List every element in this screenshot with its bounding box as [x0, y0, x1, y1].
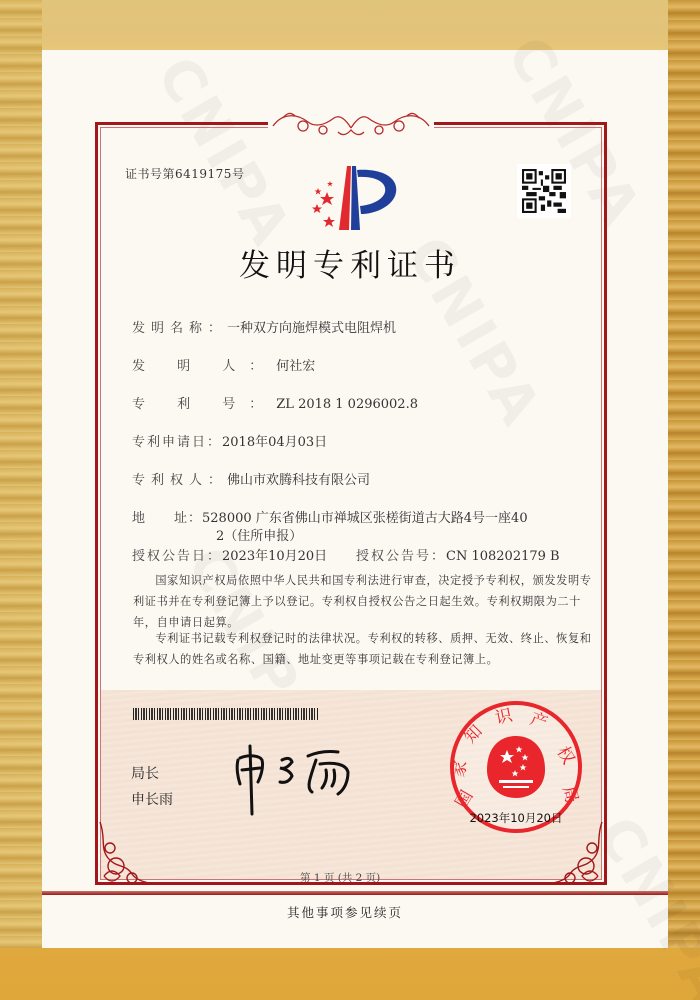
qr-code[interactable] — [517, 164, 571, 218]
field-value: ZL 2018 1 0296002.8 — [276, 397, 418, 412]
field-label: 专利申请日： — [132, 435, 223, 450]
field-application-date — [132, 431, 327, 450]
gold-border-bottom — [0, 948, 700, 1000]
field-address — [132, 507, 528, 526]
field-patent-number — [132, 393, 418, 412]
field-address-line2 — [216, 525, 302, 544]
svg-text:产: 产 — [527, 708, 551, 734]
svg-text:识: 识 — [493, 705, 515, 729]
svg-text:局: 局 — [557, 783, 582, 806]
signatory-role: 局长 — [131, 766, 159, 782]
field-label: 专利权人： — [132, 473, 228, 488]
field-grant-date — [132, 545, 327, 564]
field-value: 2018年04月03日 — [222, 435, 328, 450]
field-label: 发明名称： — [132, 321, 228, 336]
signatory-name: 申长雨 — [131, 792, 173, 808]
corner-ornament-icon — [96, 818, 166, 888]
legal-paragraph-1: 国家知识产权局依照中华人民共和国专利法进行审查，决定授予专利权，颁发发明专利证书并在专利登记簿上予以登记。专利权自授权公告之日起生效。专利权期限为二十年，自申请日起算。 — [133, 574, 592, 629]
seal-date: 2023年10月20日 — [469, 811, 563, 825]
barcode — [133, 708, 318, 720]
field-value: 2023年10月20日 — [222, 549, 328, 564]
field-value: 一种双方向施焊模式电阻焊机 — [227, 321, 397, 336]
continuation-note: 其他事项参见续页 — [287, 905, 404, 920]
certificate-title: 发明专利证书 — [239, 248, 461, 284]
dragon-ornament-icon — [268, 104, 434, 140]
field-label: 授权公告号： — [356, 549, 447, 564]
legal-paragraph-2: 专利证书记载专利权登记时的法律状况。专利权的转移、质押、无效、终止、恢复和专利权人的姓名或名称、国籍、地址变更等事项记载在专利登记簿上。 — [133, 632, 592, 666]
certificate-number: 证书号第6419175号 — [125, 167, 245, 181]
field-invention-name — [132, 317, 396, 336]
gold-border-left — [0, 0, 42, 1000]
svg-text:知: 知 — [460, 721, 487, 748]
field-label: 专 利 号： — [132, 397, 277, 412]
field-label: 地 址： — [132, 511, 203, 526]
field-grant-number — [356, 545, 560, 564]
svg-text:国: 国 — [451, 787, 478, 812]
signature-icon — [230, 738, 370, 818]
field-patentee — [132, 469, 370, 488]
field-value: 2（住所申报） — [216, 529, 303, 544]
field-value: 佛山市欢腾科技有限公司 — [227, 473, 371, 488]
qr-code-icon — [522, 169, 566, 213]
gold-border-right — [668, 0, 700, 1000]
svg-text:家: 家 — [448, 759, 472, 780]
field-label: 授权公告日： — [132, 549, 223, 564]
field-value: CN 108202179 B — [446, 549, 560, 564]
field-label: 发 明 人： — [132, 359, 277, 374]
field-value: 何社宏 — [276, 359, 316, 374]
bottom-divider — [42, 891, 668, 895]
field-value: 528000 广东省佛山市禅城区张槎街道古大路4号一座40 — [202, 511, 528, 526]
official-seal-icon — [447, 698, 585, 836]
field-inventor — [132, 355, 315, 374]
page-indicator: 第 1 页 (共 2 页) — [300, 872, 381, 884]
cnipa-logo-icon — [305, 162, 405, 234]
svg-text:权: 权 — [552, 743, 579, 768]
gold-border-top — [0, 0, 700, 50]
